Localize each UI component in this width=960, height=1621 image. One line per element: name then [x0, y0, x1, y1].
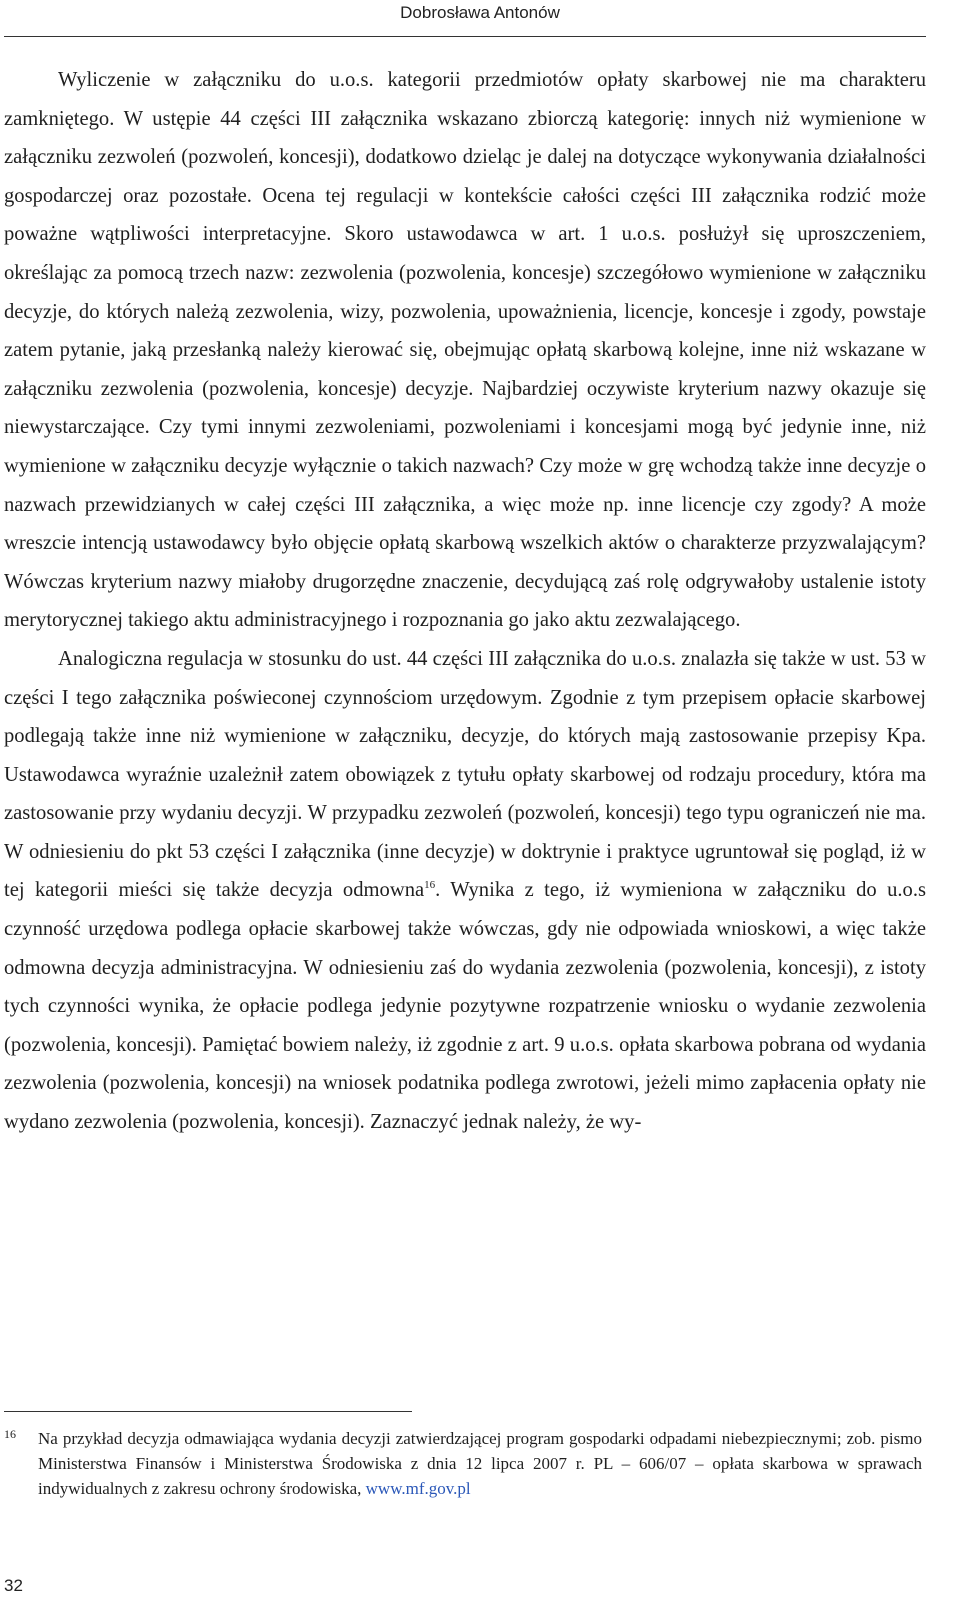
paragraph-1: Wyliczenie w załączniku do u.o.s. kategorii przedmiotów opłaty skarbowej nie ma charakteru zamkniętego. W ustępie 44 części III załącznika wskazano zbiorczą kategorię: innych niż wymienione w załączniku zezwoleń (pozwoleń, koncesji), dodatkowo dzieląc je dalej na dotyczące wykonywania działalności gospodarczej oraz pozostałe. Ocena tej regulacji w kontekście całości części III załącznika rodzić może poważne wątpliwości interpretacyjne. Skoro ustawodawca w art. 1 u.o.s. posłużył się uproszczeniem, określając za pomocą trzech nazw: zezwolenia (pozwolenia, koncesje) szczegółowo wymienione w załączniku decyzje, do których należą zezwolenia, wizy, pozwolenia, upoważnienia, licencje, koncesje i zgody, powstaje zatem pytanie, jaką przesłanką należy kierować się, obejmując opłatą skarbową kolejne, inne niż wskazane w załączniku zezwolenia (pozwolenia, koncesje) decyzje. Najbardziej oczywiste kryterium nazwy okazuje się niewystarczające. Czy tymi innymi zezwoleniami, pozwoleniami i koncesjami mogą być jedynie inne, niż wymienione w załączniku decyzje wyłącznie o takich nazwach? Czy może w grę wchodzą także inne decyzje o nazwach przewidzianych w całej części III załącznika, a więc może np. inne licencje czy zgody? A może wreszcie intencją ustawodawcy było objęcie opłatą skarbową wszelkich aktów o charakterze przyzwalającym? Wówczas kryterium nazwy miałoby drugorzędne znaczenie, decydującą zaś rolę odgrywałoby ustalenie istoty merytorycznej takiego aktu administracyjnego i rozpoznania go jako aktu zezwalającego.: [4, 69, 926, 632]
header-divider: [4, 36, 926, 37]
paragraph-2: [4, 640, 926, 1142]
footnote-link[interactable]: www.mf.gov.pl: [365, 1479, 471, 1498]
main-text: [4, 61, 926, 1142]
page-number: 32: [4, 1576, 23, 1595]
footnote-16: [4, 1426, 922, 1501]
footnote-divider: [4, 1411, 412, 1412]
paragraph-2-part-a: Analogiczna regulacja w stosunku do ust. 44 części III załącznika do u.o.s. znalazła się także w ust. 53 w części I tego załącznika poświeconej czynnościom urzędowym. Zgodnie z tym przepisem opłacie skarbowej podlegają także inne niż wymienione w załączniku, decyzje, do których mają zastosowanie przepisy Kpa. Ustawodawca wyraźnie uzależnił zatem obowiązek z tytułu opłaty skarbowej od rodzaju procedury, która ma zastosowanie przy wydaniu decyzji. W przypadku zezwoleń (pozwoleń, koncesji) tego typu ograniczeń nie ma. W odniesieniu do pkt 53 części I załącznika (inne decyzje) w doktrynie i praktyce ugruntował się pogląd, iż w tej kategorii mieści się także decyzja odmowna: [4, 647, 926, 902]
paragraph-2-part-b: . Wynika z tego, iż wymieniona w załączniku do u.o.s czynność urzędowa podlega opłacie skarbowej także wówczas, gdy nie odpowiada wnioskowi, a więc także odmowna decyzja administracyjna. W odniesieniu zaś do wydania zezwolenia (pozwolenia, koncesji), z istoty tych czynności wynika, że opłacie podlega jedynie pozytywne rozpatrzenie wniosku o wydanie zezwolenia (pozwolenia, koncesji). Pamiętać bowiem należy, iż zgodnie z art. 9 u.o.s. opłata skarbowa pobrana od wydania zezwolenia (pozwolenia, koncesji) na wniosek podatnika podlega zwrotowi, jeżeli mimo zapłacenia opłaty nie wydano zezwolenia (pozwolenia, koncesji). Zaznaczyć jednak należy, że wy-: [4, 879, 926, 1134]
footnote-number: 16: [4, 1427, 16, 1441]
header-author: Dobrosława Antonów: [400, 3, 560, 22]
footnote-reference[interactable]: 16: [424, 879, 436, 892]
running-header: [0, 0, 960, 30]
footnote-text-block: [38, 1426, 922, 1501]
footnote-text: Na przykład decyzja odmawiająca wydania decyzji zatwierdzającej program gospodarki odpadami niebezpiecznymi; zob. pismo Ministerstwa Finansów i Ministerstwa Środowiska z dnia 12 lipca 2007 r. PL – 606/07 – opłata skarbowa w sprawach indywidualnych z zakresu ochrony środowiska,: [38, 1429, 922, 1498]
